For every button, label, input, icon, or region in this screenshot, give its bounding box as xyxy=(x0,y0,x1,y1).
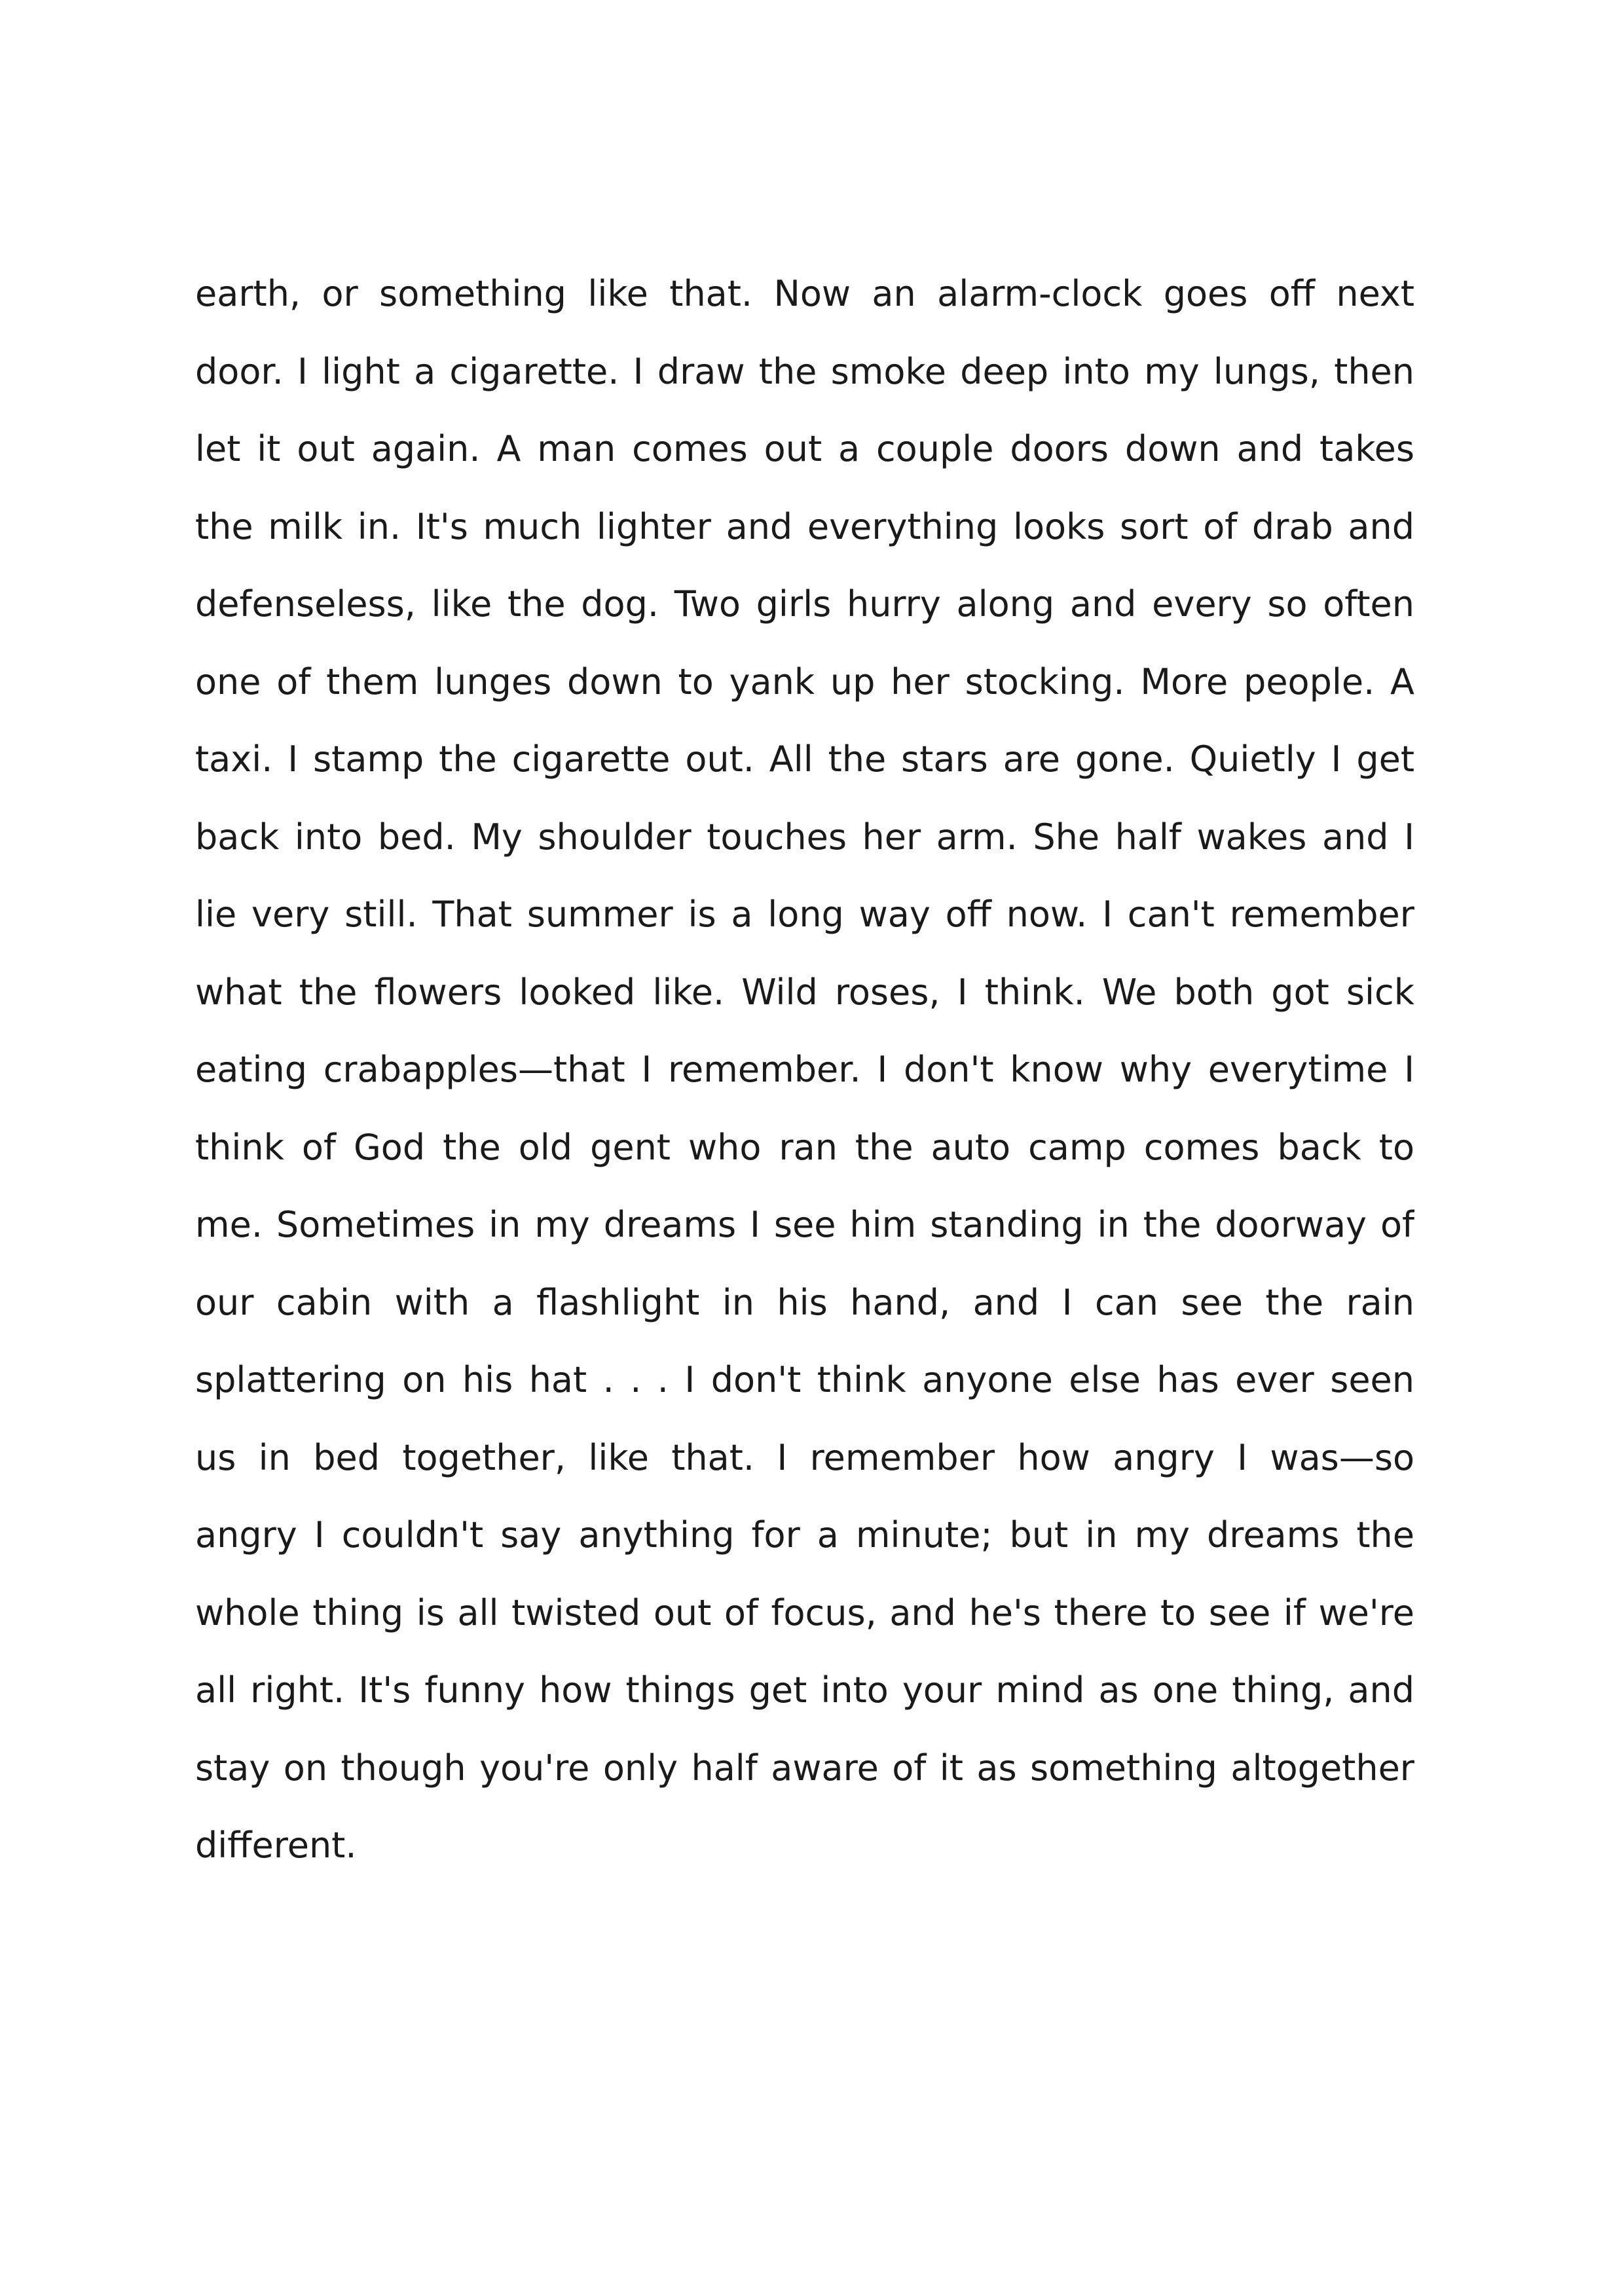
text-line: our cabin with a flashlight in his hand, and I can see the rain xyxy=(195,1281,1414,1323)
text-line: stay on though you're only half aware of it as something altogether xyxy=(195,1747,1414,1789)
text-line: the milk in. It's much lighter and everything looks sort of drab and xyxy=(195,505,1414,547)
text-line: one of them lunges down to yank up her stocking. More people. A xyxy=(195,661,1414,702)
text-line-last: different. xyxy=(195,1825,357,1866)
text-line: back into bed. My shoulder touches her arm. She half wakes and I xyxy=(195,816,1414,858)
text-line: me. Sometimes in my dreams I see him standing in the doorway of xyxy=(195,1204,1414,1245)
text-line: all right. It's funny how things get into your mind as one thing, and xyxy=(195,1669,1414,1711)
text-line: what the flowers looked like. Wild roses, I think. We both got sick xyxy=(195,971,1414,1013)
text-line: whole thing is all twisted out of focus, and he's there to see if we're xyxy=(195,1592,1414,1633)
text-line: angry I couldn't say anything for a minute; but in my dreams the xyxy=(195,1514,1414,1556)
text-line: earth, or something like that. Now an alarm-clock goes off next xyxy=(195,273,1414,314)
text-line: door. I light a cigarette. I draw the smoke deep into my lungs, then xyxy=(195,350,1414,392)
text-line: lie very still. That summer is a long way off now. I can't remember xyxy=(195,894,1414,935)
text-line: splattering on his hat . . . I don't think anyone else has ever seen xyxy=(195,1359,1414,1400)
body-paragraph xyxy=(195,255,1414,1885)
text-line: defenseless, like the dog. Two girls hurry along and every so often xyxy=(195,583,1414,625)
text-line: let it out again. A man comes out a couple doors down and takes xyxy=(195,428,1414,469)
text-line: taxi. I stamp the cigarette out. All the stars are gone. Quietly I get xyxy=(195,738,1414,780)
text-line: us in bed together, like that. I remember how angry I was—so xyxy=(195,1436,1414,1478)
text-line: think of God the old gent who ran the auto camp comes back to xyxy=(195,1126,1414,1168)
text-line: eating crabapples—that I remember. I don't know why everytime I xyxy=(195,1049,1414,1090)
